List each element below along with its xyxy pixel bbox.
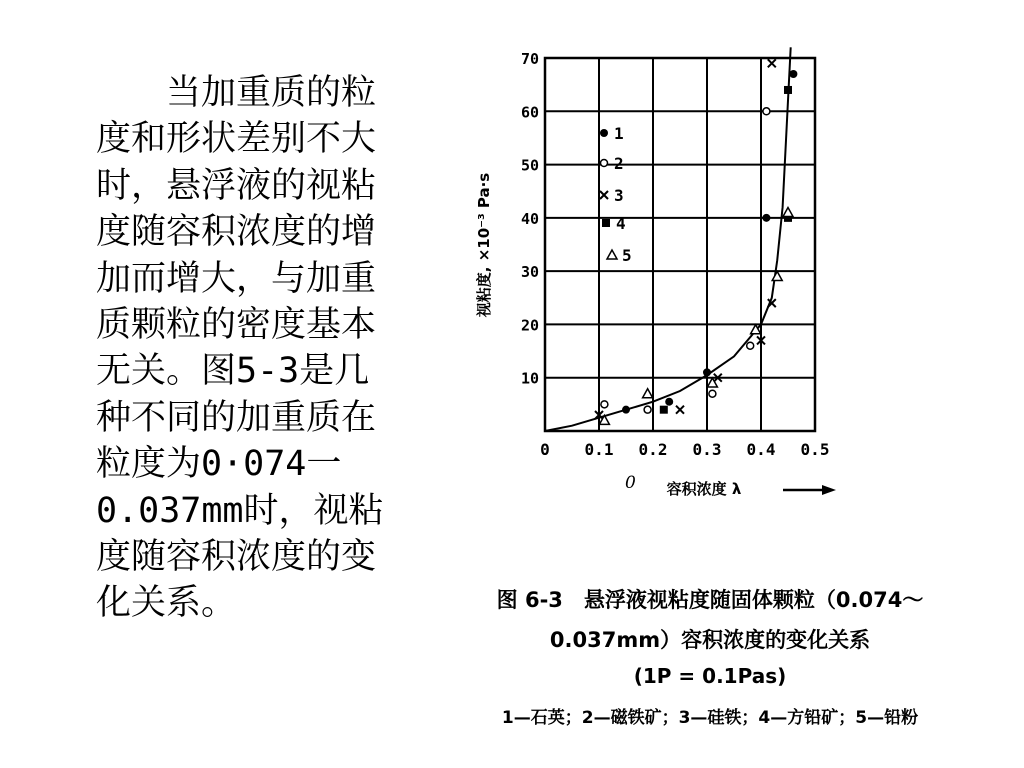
legend-marker-3 xyxy=(600,191,608,199)
y-tick-label: 70 xyxy=(520,50,539,68)
figure-caption-unit-note: (1P = 0.1Pas) xyxy=(633,664,787,688)
legend-label-4: 4 xyxy=(616,214,626,233)
legend-marker-4 xyxy=(602,219,610,227)
figure-caption-title: 图 6-3 悬浮液视粘度随固体颗粒（0.074～ xyxy=(496,588,924,612)
origin-mark: 0 xyxy=(625,473,636,493)
y-axis-label: 视粘度, ×10⁻³ Pa·s xyxy=(475,172,493,318)
y-tick-label: 50 xyxy=(520,156,539,175)
x-axis-arrow xyxy=(783,485,836,495)
y-tick-label: 40 xyxy=(520,209,539,228)
legend-marker-1 xyxy=(600,129,608,137)
legend-label-2: 2 xyxy=(614,154,624,173)
data-point-series-1 xyxy=(789,70,797,78)
figure-caption-legend: 1—石英；2—磁铁矿；3—硅铁；4—方铅矿；5—铅粉 xyxy=(501,708,919,728)
grid-lines xyxy=(545,58,815,431)
x-tick-labels xyxy=(540,440,829,459)
data-point-series-2 xyxy=(709,390,716,397)
x-tick-label: 0 xyxy=(540,440,550,459)
x-tick-label: 0.5 xyxy=(800,440,830,459)
y-tick-label: 10 xyxy=(520,369,539,388)
x-tick-label: 0.2 xyxy=(638,440,668,459)
y-tick-labels xyxy=(521,50,539,388)
plot-frame xyxy=(545,58,815,431)
data-point-series-2 xyxy=(644,406,651,413)
legend-label-1: 1 xyxy=(614,124,624,143)
y-tick-label: 60 xyxy=(520,103,539,122)
legend-marker-5 xyxy=(607,250,617,259)
legend-marker-2 xyxy=(601,160,608,167)
data-point-series-1 xyxy=(762,214,770,222)
x-tick-label: 0.3 xyxy=(692,440,722,459)
data-point-series-3 xyxy=(768,59,776,67)
data-point-series-4 xyxy=(784,86,792,94)
data-point-series-5 xyxy=(643,389,653,398)
legend-label-5: 5 xyxy=(622,246,632,265)
y-tick-label: 20 xyxy=(520,316,539,335)
x-axis-label: 容积浓度 λ xyxy=(666,480,742,498)
data-point-series-1 xyxy=(665,398,673,406)
data-point-series-5 xyxy=(783,208,793,217)
data-point-series-3 xyxy=(676,406,684,414)
fit-curve xyxy=(545,47,791,431)
data-markers xyxy=(595,59,797,424)
x-tick-label: 0.1 xyxy=(584,440,614,459)
chart-legend xyxy=(600,124,632,265)
x-tick-label: 0.4 xyxy=(746,440,776,459)
data-point-series-5 xyxy=(772,271,782,280)
data-point-series-2 xyxy=(747,342,754,349)
legend-label-3: 3 xyxy=(614,186,624,205)
data-point-series-4 xyxy=(660,406,668,414)
y-tick-label: 30 xyxy=(520,263,539,282)
data-point-series-2 xyxy=(601,401,608,408)
figure-caption-title-cont: 0.037mm）容积浓度的变化关系 xyxy=(549,628,871,652)
data-point-series-1 xyxy=(703,368,711,376)
body-paragraph: 当加重质的粒度和形状差别不大时，悬浮液的视粘度随容积浓度的增加而增大，与加重质颗粒的密度基本无关。图5-3是几种不同的加重质在粒度为0·074一0.037mm时，视粘度随容积浓度的变化关系。 xyxy=(96,73,384,624)
data-point-series-1 xyxy=(622,406,630,414)
data-point-series-2 xyxy=(763,108,770,115)
